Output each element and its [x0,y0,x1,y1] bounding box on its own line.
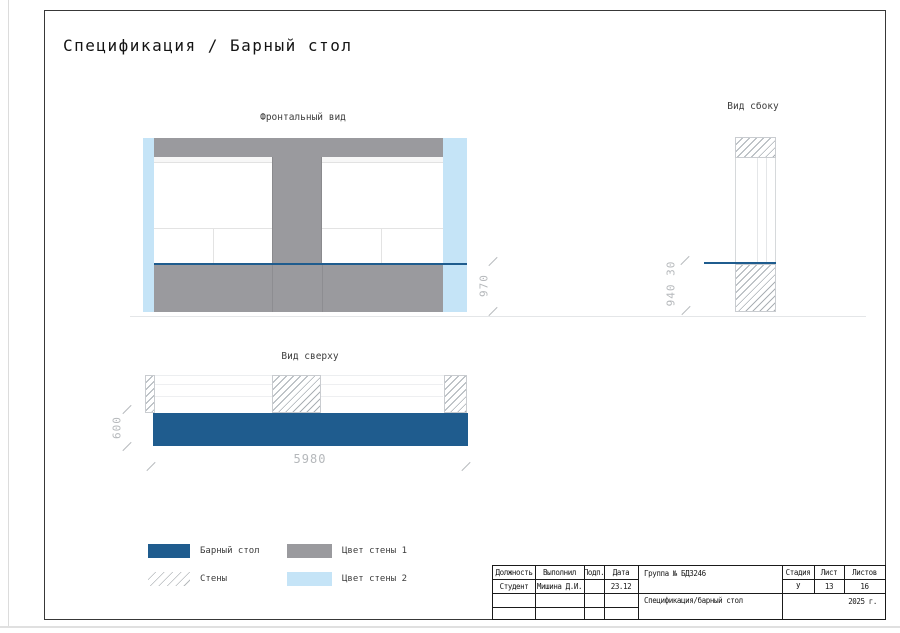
tb-value-date: 23.12 [610,581,632,591]
legend-swatch-wall-color-2 [287,572,332,586]
side-inner-line [757,158,758,263]
tb-header-sheets: Листов [852,568,877,577]
wall-seam [322,265,323,312]
title-block [492,565,886,620]
top-wall-hatch-middle [272,375,321,413]
legend-swatch-walls-hatch [148,572,190,586]
top-dim-depth: 600 [110,416,124,439]
tb-header-sheet: Лист [820,568,838,577]
legend-label-wall-color-1: Цвет стены 1 [342,546,408,556]
window-top-frame [154,157,272,163]
bar-table-front-line [154,263,467,265]
top-dim-length: 5980 [293,452,327,466]
tb-group: Группа № БД3246 [644,569,706,578]
top-wall-hatch-left [145,375,155,413]
front-wall1-column [272,157,322,265]
tb-header-stage: Стадия [785,568,811,577]
tb-value-sheet: 13 [824,581,834,591]
tb-value-sheets: 16 [860,581,869,591]
front-wall1-top-band [154,138,443,157]
tb-header-executed: Выполнил [543,568,576,577]
front-wall2-strip-right [443,138,467,312]
wall-seam [272,265,273,312]
front-window-left [154,157,272,265]
top-wall-hatch-right [444,375,467,413]
side-inner-line [766,158,767,263]
window-top-frame [322,157,443,163]
tb-header-date: Дата [612,568,630,577]
side-wall-hatch-bottom [735,264,776,312]
front-wall2-strip-left [143,138,154,312]
window-vertical-divider [213,229,214,265]
page-edge-bottom [0,626,900,628]
front-dim-height: 970 [477,274,491,297]
legend-swatch-wall-color-1 [287,544,332,558]
window-vertical-divider [381,229,382,265]
tb-value-stage: У [795,581,801,591]
ground-line [130,316,866,317]
side-dim-stack: 940 30 [664,260,678,307]
window-horizontal-divider [322,228,443,229]
side-view-label: Вид сбоку [727,101,779,112]
front-view-label: Фронтальный вид [260,112,346,123]
front-wall1-bottom-band [154,265,443,312]
tb-value-role: Студент [499,581,529,591]
tb-value-signature [584,579,604,593]
tb-header-role: Должность [495,568,533,577]
page-edge-left [8,0,9,627]
legend-label-wall-color-2: Цвет стены 2 [342,574,408,584]
bar-table-side-line [704,262,776,264]
tb-value-executed: Мишина Д.И. [536,581,583,591]
tb-line [493,607,638,608]
legend-swatch-bar-table [148,544,190,558]
tb-header-signature: Подп. [584,568,604,577]
tb-doc-title: Спецификация/барный стол [644,596,743,605]
tb-year: 2025 г. [848,597,877,606]
page-title: Спецификация / Барный стол [63,36,353,55]
front-window-right [322,157,443,265]
legend-label-walls: Стены [200,574,228,584]
top-view-label: Вид сверху [281,351,339,362]
side-wall-hatch-top [735,137,776,158]
legend-label-bar-table: Барный стол [200,546,260,556]
bar-table-top-rect [153,413,468,446]
side-wall-body [735,158,776,263]
